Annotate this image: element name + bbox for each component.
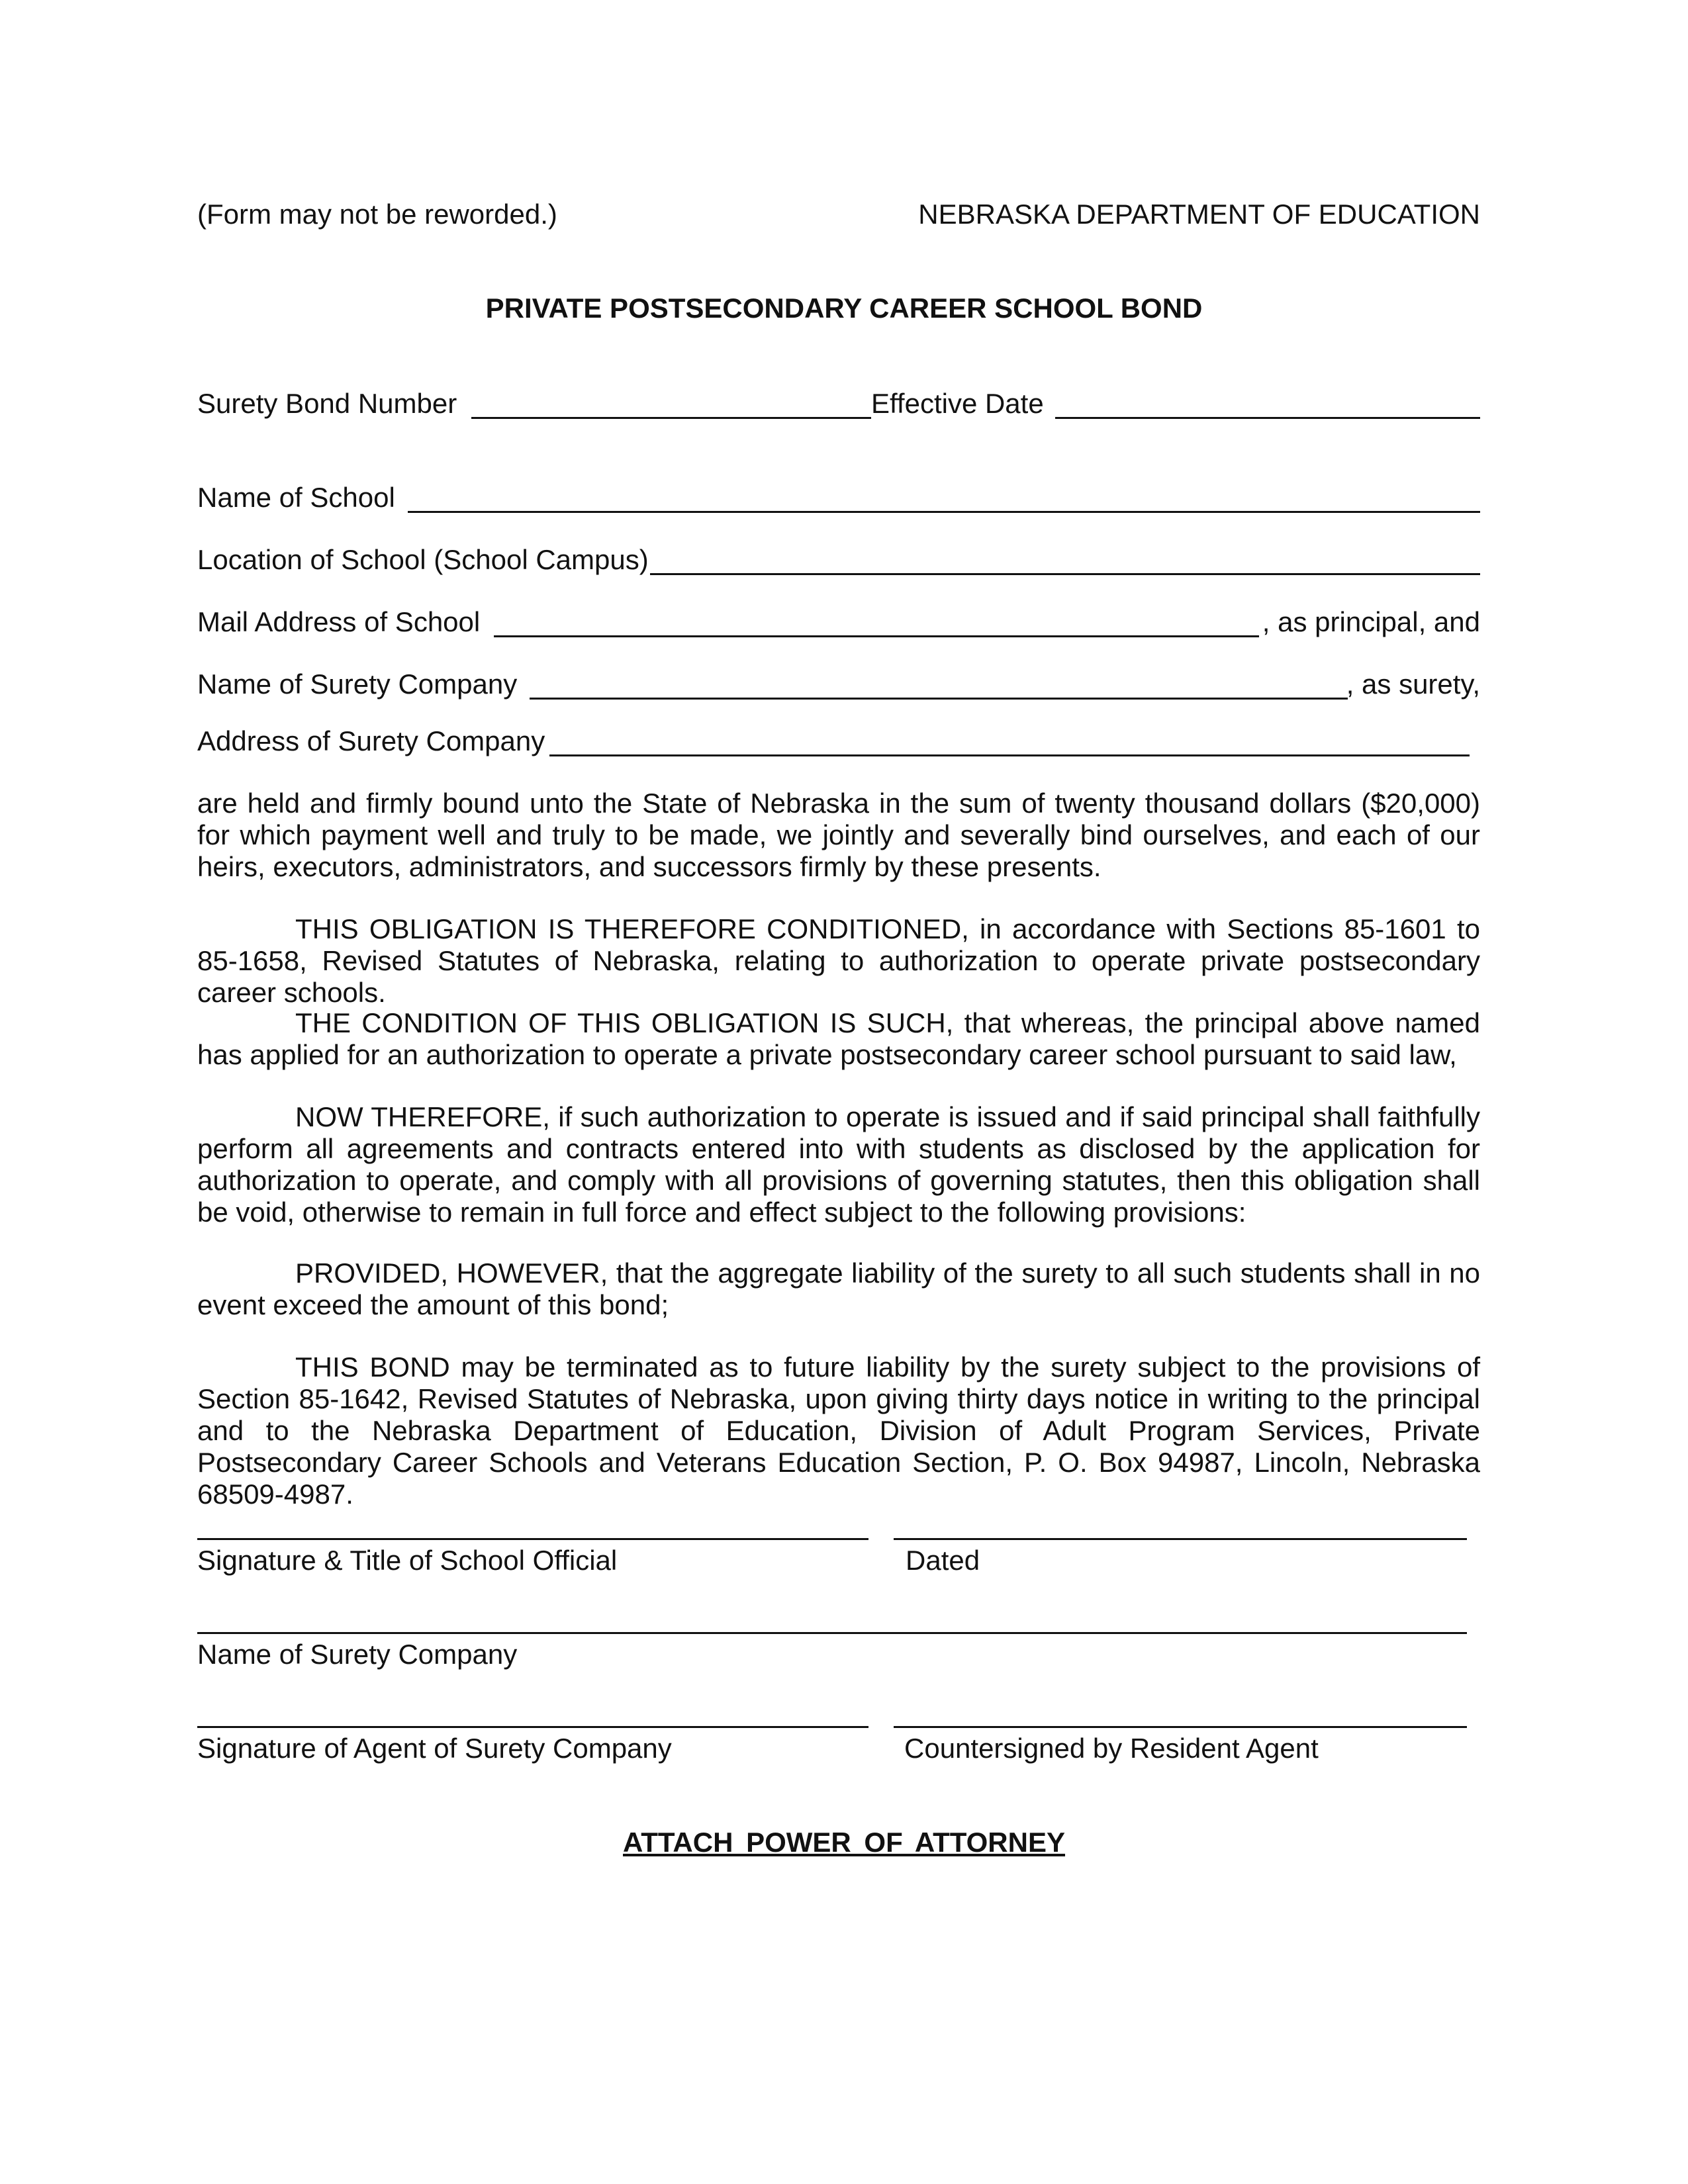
name-of-school-label: Name of School: [197, 482, 395, 513]
surety-company-signature-line[interactable]: [197, 1632, 1467, 1634]
agent-signature-label: Signature of Agent of Surety Company: [197, 1733, 672, 1764]
school-official-signature-label: Signature & Title of School Official: [197, 1545, 618, 1576]
surety-company-name-label: Name of Surety Company: [197, 668, 518, 700]
surety-company-address-field[interactable]: [549, 754, 1470, 756]
location-of-school-field[interactable]: [650, 573, 1480, 575]
bond-paragraph-5: PROVIDED, HOWEVER, that the aggregate liability of the surety to all such students shall in no event exceed the amount of this bond;: [197, 1257, 1480, 1320]
effective-date-label: Effective Date: [871, 388, 1044, 419]
surety-bond-number-label: Surety Bond Number: [197, 388, 457, 419]
effective-date-field[interactable]: [1055, 417, 1480, 419]
bond-paragraph-2: THIS OBLIGATION IS THEREFORE CONDITIONED, in accordance with Sections 85-1601 to 85-1658, Revised Statutes of Nebraska, relating to authorization to operate private postsecondary career schools.: [197, 913, 1480, 1008]
countersigned-label: Countersigned by Resident Agent: [904, 1733, 1319, 1764]
bond-paragraph-1: are held and firmly bound unto the State of Nebraska in the sum of twenty thousand dollars ($20,000) for which payment well and truly to be made, we jointly and severally bind ourselves, and each of our heirs, executors, administrators, and successors firmly by these presents.: [197, 788, 1480, 882]
as-principal-suffix: , as principal, and: [1262, 606, 1480, 637]
surety-company-name-field[interactable]: [530, 698, 1348, 700]
mail-address-label: Mail Address of School: [197, 606, 481, 637]
bond-paragraph-6: THIS BOND may be terminated as to future liability by the surety subject to the provisions of Section 85-1642, Revised Statutes of Nebraska, upon giving thirty days notice in writing to the principal and to the Nebraska Department of Education, Division of Adult Program Services, Private Postsecondary Career Schools and Veterans Education Section, P. O. Box 94987, Lincoln, Nebraska 68509-4987.: [197, 1351, 1480, 1510]
bond-paragraph-4: NOW THEREFORE, if such authorization to operate is issued and if said principal shall faithfully perform all agreements and contracts entered into with students as disclosed by the application for authorization to operate, and comply with all provisions of governing statutes, then this obligation shall be void, otherwise to remain in full force and effect subject to the following provisions:: [197, 1101, 1480, 1228]
surety-bond-number-field[interactable]: [471, 417, 871, 419]
bond-paragraph-3: THE CONDITION OF THIS OBLIGATION IS SUCH, that whereas, the principal above named has applied for an authorization to operate a private postsecondary career school pursuant to said law,: [197, 1007, 1480, 1070]
mail-address-field[interactable]: [494, 635, 1259, 637]
as-surety-suffix: , as surety,: [1346, 668, 1480, 700]
surety-company-address-label: Address of Surety Company: [197, 725, 545, 756]
department-name: NEBRASKA DEPARTMENT OF EDUCATION: [918, 199, 1480, 230]
dated-label: Dated: [906, 1545, 980, 1576]
form-note: (Form may not be reworded.): [197, 199, 557, 230]
attach-power-of-attorney: ATTACH POWER OF ATTORNEY: [623, 1827, 1065, 1858]
name-of-school-field[interactable]: [408, 511, 1480, 513]
location-of-school-label: Location of School (School Campus): [197, 544, 649, 575]
school-official-signature-line[interactable]: [197, 1538, 868, 1540]
surety-company-signature-label: Name of Surety Company: [197, 1639, 518, 1670]
dated-line[interactable]: [894, 1538, 1467, 1540]
page-title: PRIVATE POSTSECONDARY CAREER SCHOOL BOND: [485, 293, 1203, 324]
agent-signature-line[interactable]: [197, 1726, 868, 1728]
countersigned-line[interactable]: [894, 1726, 1467, 1728]
